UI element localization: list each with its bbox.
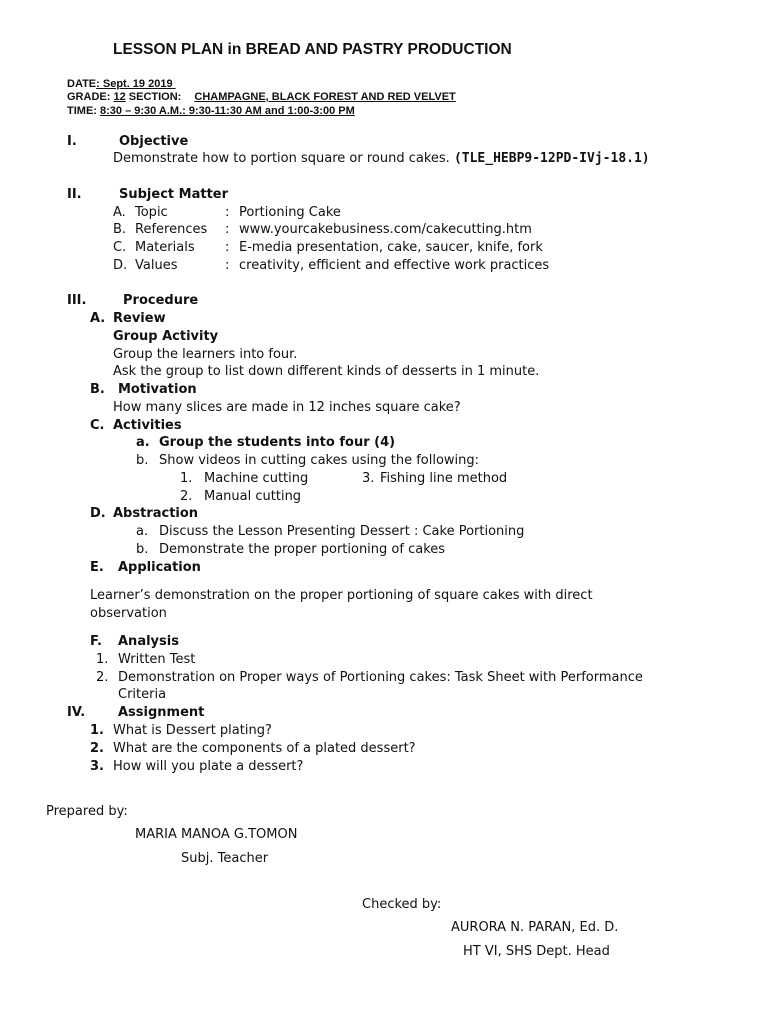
assignment-item-number: 2.	[90, 741, 104, 756]
assignment-item	[90, 741, 416, 756]
subject-item-sep: :	[225, 205, 230, 220]
subject-item-value: Portioning Cake	[239, 205, 341, 220]
subject-item-letter: B.	[113, 222, 127, 237]
assignment-item-text: What is Dessert plating?	[113, 723, 272, 738]
subject-item-value: creativity, efficient and effective work practices	[239, 258, 550, 273]
application-letter: E.	[90, 560, 104, 575]
objective-statement: Demonstrate how to portion square or round cakes.	[113, 151, 450, 166]
subject-item-topic	[113, 205, 341, 220]
subject-item-label: Materials	[135, 240, 195, 255]
subject-item-sep: :	[225, 222, 230, 237]
abstraction-item	[136, 524, 524, 539]
assignment-item-number: 1.	[90, 723, 104, 738]
abstraction-item-text: Discuss the Lesson Presenting Dessert : Cake Portioning	[159, 524, 525, 539]
motivation-text: How many slices are made in 12 inches square cake?	[113, 400, 461, 415]
time-line	[67, 105, 355, 117]
document-title: LESSON PLAN in BREAD AND PASTRY PRODUCTION	[113, 41, 512, 58]
date-value: : Sept. 19 2019	[96, 78, 173, 90]
assignment-item-text: How will you plate a dessert?	[113, 759, 304, 774]
assignment-item-number: 3.	[90, 759, 104, 774]
time-label: TIME:	[67, 105, 97, 117]
application-text-line1: Learner’s demonstration on the proper portioning of square cakes with direct	[90, 588, 593, 603]
activities-letter: C.	[90, 418, 105, 433]
activity-b-text: Show videos in cutting cakes using the following:	[159, 453, 480, 468]
assignment-item	[90, 723, 272, 738]
subject-item-values	[113, 258, 549, 273]
subject-item-materials	[113, 240, 543, 255]
prepared-by-role: Subj. Teacher	[181, 851, 269, 866]
date-line	[67, 78, 276, 90]
subject-item-label: Values	[135, 258, 178, 273]
activities-heading: Activities	[113, 418, 182, 433]
group-activity-heading: Group Activity	[113, 329, 219, 344]
subject-item-references	[113, 222, 532, 237]
grade-label: GRADE:	[67, 91, 111, 103]
motivation-letter: B.	[90, 382, 105, 397]
activity-a-letter: a.	[136, 435, 150, 450]
method-text: Machine cutting	[204, 471, 309, 486]
subject-item-value: www.yourcakebusiness.com/cakecutting.htm	[239, 222, 532, 237]
procedure-number: III.	[67, 293, 87, 308]
subject-item-label: Topic	[135, 205, 168, 220]
objective-number: I.	[67, 134, 77, 149]
method-text: Manual cutting	[204, 489, 302, 504]
objective-text	[113, 151, 650, 166]
analysis-item-number: 2.	[96, 670, 109, 685]
assignment-item	[90, 759, 303, 774]
abstraction-letter: D.	[90, 506, 106, 521]
subject-item-letter: C.	[113, 240, 127, 255]
section-label: SECTION:	[128, 91, 182, 103]
abstraction-heading: Abstraction	[113, 506, 199, 521]
method-item	[362, 471, 507, 486]
checked-by-label: Checked by:	[362, 897, 442, 912]
abstraction-item-text: Demonstrate the proper portioning of cakes	[159, 542, 446, 557]
assignment-heading: Assignment	[118, 705, 205, 720]
date-underline-fill: ​	[172, 78, 176, 90]
competency-code: (TLE_HEBP9-12PD-IVj-18.1)	[453, 151, 650, 166]
objective-heading: Objective	[119, 134, 189, 149]
analysis-item	[96, 652, 195, 667]
prepared-by-label: Prepared by:	[46, 804, 128, 819]
analysis-item-continuation: Criteria	[118, 687, 167, 702]
assignment-number: IV.	[67, 705, 86, 720]
method-number: 2.	[180, 489, 193, 504]
review-heading: Review	[113, 311, 166, 326]
motivation-heading: Motivation	[118, 382, 197, 397]
prepared-by-name: MARIA MANOA G.TOMON	[135, 827, 298, 842]
grade-value: 12	[113, 91, 126, 103]
method-item	[180, 471, 308, 486]
checked-by-name: AURORA N. PARAN, Ed. D.	[451, 920, 619, 935]
subject-item-letter: D.	[113, 258, 128, 273]
activity-b-letter: b.	[136, 453, 149, 468]
grade-line	[67, 91, 462, 103]
method-item	[180, 489, 301, 504]
section-value: CHAMPAGNE, BLACK FOREST AND RED VELVET	[194, 91, 456, 103]
date-label: DATE	[67, 78, 97, 90]
subject-item-label: References	[135, 222, 208, 237]
analysis-item-number: 1.	[96, 652, 109, 667]
analysis-item-text: Written Test	[118, 652, 196, 667]
method-number: 1.	[180, 471, 193, 486]
subject-matter-number: II.	[67, 187, 82, 202]
review-line: Group the learners into four.	[113, 347, 298, 362]
application-heading: Application	[118, 560, 201, 575]
subject-item-sep: :	[225, 258, 230, 273]
review-line: Ask the group to list down different kinds of desserts in 1 minute.	[113, 364, 540, 379]
assignment-item-text: What are the components of a plated dessert?	[113, 741, 416, 756]
analysis-heading: Analysis	[118, 634, 179, 649]
subject-item-letter: A.	[113, 205, 126, 220]
activity-a-text: Group the students into four (4)	[159, 435, 396, 450]
subject-item-value: E-media presentation, cake, saucer, knife, fork	[239, 240, 543, 255]
analysis-letter: F.	[90, 634, 102, 649]
time-value: 8:30 – 9:30 A.M.: 9:30-11:30 AM and 1:00-3:00 PM	[100, 105, 355, 117]
checked-by-role: HT VI, SHS Dept. Head	[463, 944, 610, 959]
subject-item-sep: :	[225, 240, 230, 255]
review-letter: A.	[90, 311, 106, 326]
method-number: 3.	[362, 471, 375, 486]
abstraction-item-letter: b.	[136, 542, 149, 557]
procedure-heading: Procedure	[123, 293, 199, 308]
abstraction-item-letter: a.	[136, 524, 149, 539]
method-text: Fishing line method	[380, 471, 508, 486]
abstraction-item	[136, 542, 445, 557]
analysis-item	[96, 670, 643, 685]
subject-matter-heading: Subject Matter	[119, 187, 229, 202]
application-text-line2: observation	[90, 606, 167, 621]
analysis-item-text: Demonstration on Proper ways of Portioning cakes: Task Sheet with Performance	[118, 670, 643, 685]
